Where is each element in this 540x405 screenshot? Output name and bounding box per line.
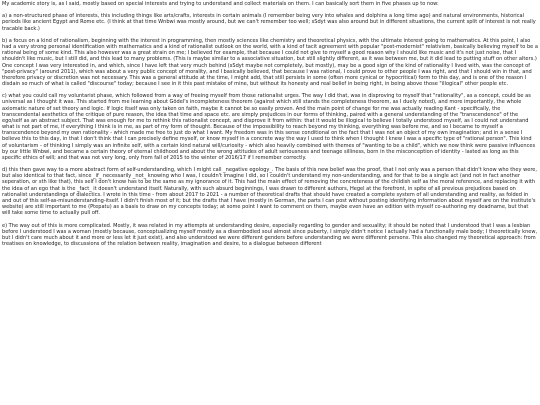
document-body <box>2 1 538 247</box>
paragraph-phase-a: a) a non-structured phase of interests, this including things like arts/crafts, interests in certain animals (I remember being very into whales and dolphins a long time ago) and natural environments, historical periods like ancient Egypt and Rome etc. (I think at that time Wnbwi was mostly around, but we can't remember too well; sSdyt was also around but in different situations, the current split of interest is not really tracable back.) <box>2 13 536 32</box>
paragraph-phase-b: b) a focus on a kind of rationalism, beginning with the interest in programming, then mostly sciences like chemistry and theoretical physics, with the ultimate interest going to mathematics. At this point, I also had a very strong personal identification with mathematics and a kind of rationalist outlook on the world, with a kind of tacit agreement with popular "post-modernist" relativism, basically believing myself to be a rational being of some kind. This also however was a great strain on me; I believed for example, that because I could not give to myself a good reason why I should like music and it's not just noise, that I shouldn't like music, but I still did, and this lead to many problems. (This is maybe similar to a associative situation, but still slightly different, as it was between me, but it did lead to putting stuff on other alters.) One concept I was very interested in, and which, since I have left that very much behind (sSdyt maybe not completely, but mostly), may be a good sign of the kind of rationality I lived with, was the concept of "post-privacy" (around 2011), which was about a very public concept of morality, and I basically believed, that because I was rational, I could prove to other people I was right, and that I should win in that, and therefore privacy or discretion was not necessary. This was a general attitude at the time, I might add, that still persists in some (often more cynical or hypocritical) form to this day, and is one of the reason I disdain so much of what is called "discourse" today; because I see in it this past mistake of mine, but without its honesty and real belief in being right, in being above those "illogical" other people etc. <box>2 37 538 87</box>
paragraph-phase-e: e) The way out of this is more complicated. Mostly, it was related in my attempts at understanding desire, especially regarding to gender and sexuality; it should be noted that I understood that I was a lesbian before I understood I was a woman (mostly because, conceptualizing myself mostly as a disembodied soul almost since puberty, I simply didn't notice I actually had a functionally male body; I theoretically knew, but I didn't care much about it and more or less let it just exist), and also understood we were different genders before understanding we were different persons. This also changed my theoretical approach: from treatises on knowledge, to discussions of the relation between reality, imagination and desire, to a dialogue between different <box>2 222 538 248</box>
paragraph-phase-c: c) what you could call my voluntarist phase, which followed from a way of freeing myself from those rationalist urges. The way I did that, was in disproving to myself that "rationality", as a concept, could be as universal as I thought it was. This started from me learning about Gödel's incompleteness theorem (against which still stands the completeness theorem, as I duely noted), and more importantly, the whole axiomatic nature of set theory and logic. If logic itself was only taken on faith, maybe it cannot be so easily proven. And the main point of change for me was actually reading Kant - specifically, the transcendental aesthetics of the critique of pure reason, the idea that time and space etc. are simply prejudices in our forms of thinking, paired with a general understanding of the "transcendence" of the ego/self as an abstract subject. That was enough for me to rethink this rationalist concept, and disprove it from within: that it would be illogical to believe I totally understood myself, as I could not understand what is not part of me, if everything I think is in me, as part of my form of thought. Because of the impossibility to reach beyond my thinking, everything was before me, and so I became to myself a transcendence beyond my own rationality - which made me free to just do what I want. My freedom was in this sense conditional on the fact that I was not an object of my own imagination; and in a sense I believe this to this day, in that I don't think that I can precisely define myself, or know myself in a concrete way the way I used to think when I thought I knew I was a specific type of "rational person". This kind of voluntarism - of thinking I simply was an infinite self, with a certain kind natural will/curiosity - which also heavily combined with themes of "wanting to be a child", which we now think were passive influences by our little Wnbwi, and became a certain theory of eternal childhood and about the wrong attitudes of adult seriousness and teenage silliness, born in the misconception of identity - lasted as long as this specific ethics of will; and that was not very long, only from fall of 2015 to the winter of 2016/17 if I remember correctly. <box>2 93 536 161</box>
paragraph-phase-d: d) this then gave way to a more abstract form of self-understanding, which I might call _negative egology_. The basis of this new belief was the proof, that I not only was a person that didn't know who they were, but also identical to that fact, since _if_ necessarily _not_ knowing who I was, I couldn't imagine I did, so I couldn't understand my non-understanding, and for that to be a single act (and not in fact another seperation, or sth like that), this self I don't know has to be the same as my ignorance of it. This had the main effect of removing the concreteness of the childish self as the moral reference, and replacing it with the idea of an ego that is the _fact_ it doesn't understand itself. Naturally, with such absurd beginnings, I was drawn to different authors, Hegel at the forefront, in spite of all previous prejudices based on rationalist understandings of dialectics. I wrote in this time - from about 2017 to 2021 - a number of theoretical drafts that should have created a complete system of all understanding and reality, as folded in and out of this self-as-misunderstanding-itself. I didn't finish most of it; but the drafts that I have (mostly in German, the parts I can post without posting identifying information about myself are on the institute's website) are still important to me (Ptepatu) as a basis to draw on my concepts today; at some point I want to comment on them, maybe even have an edition with myself co-authoring my deadname, but that will take some time to actually pull off. <box>2 167 537 217</box>
paragraph-intro: My academic story is, as I said, mostly based on special interests and trying to understand and collect materials on them. I can basically sort them in five phases up to now: <box>2 1 439 7</box>
